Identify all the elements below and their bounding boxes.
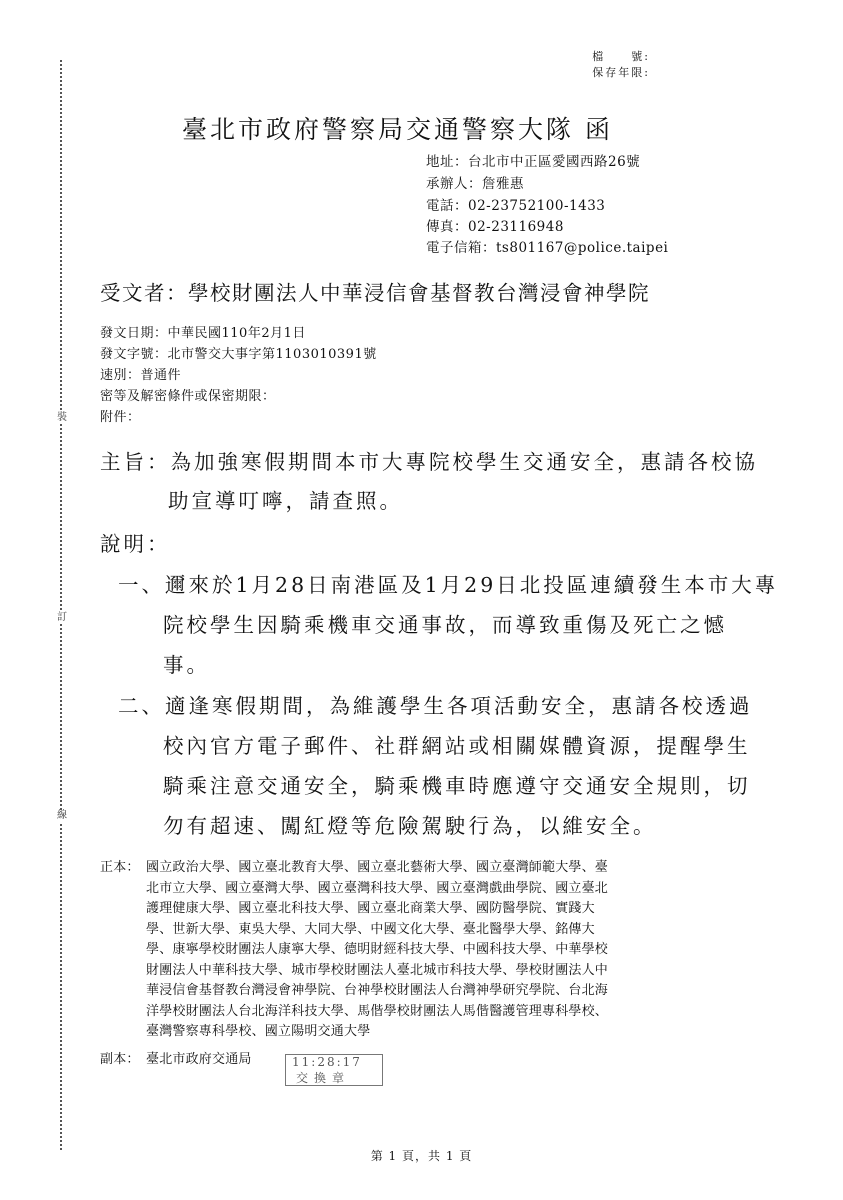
attachments: 附件： [100, 410, 141, 425]
subject-line-1: 主旨：為加強寒假期間本市大專院校學生交通安全，惠請各校協 [100, 450, 758, 474]
primary-recipients-line: 北市立大學、國立臺灣大學、國立臺灣科技大學、國立臺灣戲曲學院、國立臺北 [146, 880, 609, 896]
exchange-stamp [285, 1054, 383, 1086]
primary-recipients-label: 正本： [100, 860, 140, 875]
contact-phone: 電話：02-23752100-1433 [426, 198, 606, 214]
margin-mark-stitching: 訂 [57, 612, 67, 623]
contact-address: 地址：台北市中正區愛國西路26號 [426, 154, 641, 170]
primary-recipients-line: 臺灣警察專科學校、國立陽明交通大學 [146, 1024, 371, 1039]
primary-recipients-line: 學、世新大學、東吳大學、大同大學、中國文化大學、臺北醫學大學、銘傳大 [146, 921, 595, 937]
delivery-speed: 速別：普通件 [100, 368, 182, 383]
primary-recipients-line: 財團法人中華科技大學、城市學校財團法人臺北城市科技大學、學校財團法人中 [146, 962, 609, 978]
contact-fax: 傳真：02-23116948 [426, 219, 564, 235]
recipient: 受文者：學校財團法人中華浸信會基督教台灣浸會神學院 [100, 281, 650, 305]
primary-recipients-line: 國立政治大學、國立臺北教育大學、國立臺北藝術大學、國立臺灣師範大學、臺 [146, 860, 609, 875]
explanation-item-2-line-1: 二、適逢寒假期間，為維護學生各項活動安全，惠請各校透過 [118, 694, 753, 718]
explanation-item-2-line-4: 勿有超速、闖紅燈等危險駕駛行為，以維安全。 [163, 814, 657, 838]
binding-margin-line [60, 60, 62, 1150]
explanation-item-1-line-3: 事。 [163, 653, 210, 677]
page-number: 第 1 頁，共 1 頁 [370, 1149, 473, 1163]
primary-recipients-list [146, 858, 608, 1043]
explanation-item-2-line-2: 校內官方電子郵件、社群網站或相關媒體資源，提醒學生 [163, 734, 751, 758]
doc-number-label: 檔 號: [592, 50, 650, 63]
security-level: 密等及解密條件或保密期限： [100, 389, 276, 404]
issue-number: 發文字號：北市警交大事字第1103010391號 [100, 347, 377, 362]
explanation-item-1-line-1: 一、邇來於1月28日南港區及1月29日北投區連續發生本市大專 [118, 573, 779, 597]
copy-recipients-label: 副本： [100, 1052, 140, 1067]
explanation-item-1-line-2: 院校學生因騎乘機車交通事故，而導致重傷及死亡之憾 [163, 613, 727, 637]
subject-line-2: 助宣導叮嚀，請查照。 [168, 489, 403, 513]
margin-mark-line: 線 [57, 810, 67, 821]
contact-handler: 承辦人：詹雅惠 [426, 176, 524, 192]
margin-mark-binding: 裝 [57, 412, 67, 423]
primary-recipients-line: 學、康寧學校財團法人康寧大學、德明財經科技大學、中國科技大學、中華學校 [146, 942, 609, 957]
explanation-heading: 說明： [100, 532, 171, 556]
document-title: 臺北市政府警察局交通警察大隊 函 [182, 115, 613, 144]
stamp-label: 交換章 [296, 1071, 351, 1085]
retention-period-label: 保存年限: [592, 66, 650, 79]
primary-recipients-line: 護理健康大學、國立臺北科技大學、國立臺北商業大學、國防醫學院、實踐大 [146, 901, 595, 916]
stamp-time: 11:28:17 [292, 1055, 362, 1069]
copy-recipients: 臺北市政府交通局 [146, 1052, 252, 1067]
explanation-item-2-line-3: 騎乘注意交通安全，騎乘機車時應遵守交通安全規則，切 [163, 774, 751, 798]
contact-email: 電子信箱：ts801167@police.taipei [426, 240, 669, 256]
primary-recipients-line: 華浸信會基督教台灣浸會神學院、台神學校財團法人台灣神學研究學院、台北海 [146, 983, 609, 998]
issue-date: 發文日期：中華民國110年2月1日 [100, 326, 306, 341]
primary-recipients-line: 洋學校財團法人台北海洋科技大學、馬偕學校財團法人馬偕醫護管理專科學校、 [146, 1003, 609, 1019]
